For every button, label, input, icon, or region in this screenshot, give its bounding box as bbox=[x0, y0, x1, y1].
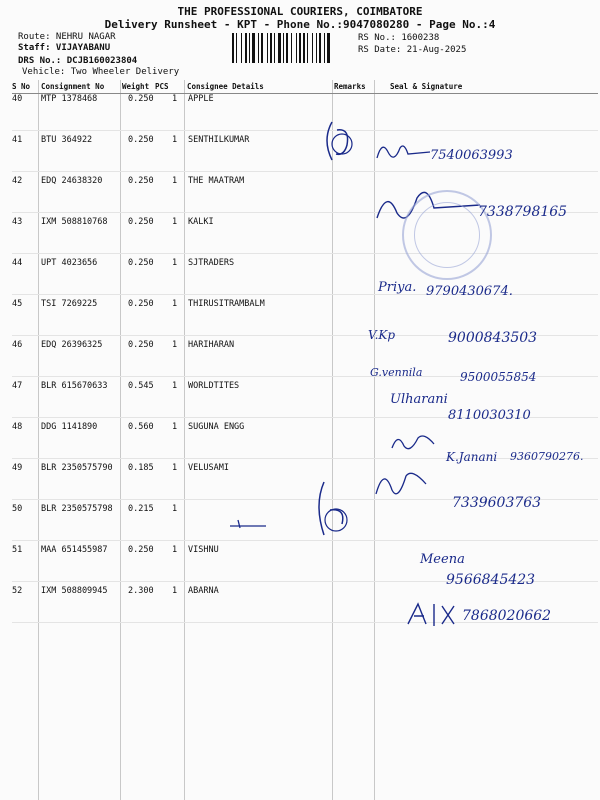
cell-sno: 52 bbox=[12, 586, 23, 596]
header-pcs: PCS bbox=[155, 82, 169, 91]
phone-47: 9500055854 bbox=[460, 370, 537, 384]
cell-consignment: EDQ 24638320 bbox=[41, 176, 103, 186]
cell-consignment: IXM 508810768 bbox=[41, 217, 108, 227]
barcode-bar bbox=[319, 33, 321, 63]
header-seal: Seal & Signature bbox=[390, 82, 463, 91]
cell-pcs: 1 bbox=[172, 135, 178, 145]
drs-number: DRS No.: DCJB160023804 bbox=[18, 56, 138, 66]
phone-52: 7868020662 bbox=[462, 608, 552, 624]
cell-weight: 0.250 bbox=[128, 94, 154, 104]
cell-weight: 0.250 bbox=[128, 217, 154, 227]
remarks-bracket-mark bbox=[312, 480, 357, 540]
cell-consignee: SENTHILKUMAR bbox=[188, 135, 250, 145]
cell-weight: 0.560 bbox=[128, 422, 154, 432]
cell-weight: 0.250 bbox=[128, 135, 154, 145]
cell-consignment: MAA 651455987 bbox=[41, 545, 108, 555]
name-51: Meena bbox=[420, 552, 465, 567]
cell-weight: 0.250 bbox=[128, 340, 154, 350]
vehicle: Vehicle: Two Wheeler Delivery bbox=[22, 67, 180, 77]
signature-41 bbox=[374, 138, 434, 168]
barcode-bar bbox=[252, 33, 255, 63]
staff: Staff: VIJAYABANU bbox=[18, 43, 111, 53]
barcode-bar bbox=[291, 33, 292, 63]
cell-consignee: APPLE bbox=[188, 94, 214, 104]
barcode-bar bbox=[283, 33, 284, 63]
cell-consignment: BLR 2350575790 bbox=[41, 463, 113, 473]
cell-consignee: VELUSAMI bbox=[188, 463, 229, 473]
cell-weight: 2.300 bbox=[128, 586, 154, 596]
barcode-bar bbox=[316, 33, 317, 63]
phone-50: 7339603763 bbox=[452, 495, 542, 511]
runsheet-subtitle: Delivery Runsheet - KPT - Phone No.:9047080280 - Page No.:4 bbox=[104, 18, 496, 31]
barcode-bar bbox=[307, 33, 308, 63]
cell-pcs: 1 bbox=[172, 299, 178, 309]
cell-pcs: 1 bbox=[172, 463, 178, 473]
cell-pcs: 1 bbox=[172, 176, 178, 186]
cell-sno: 50 bbox=[12, 504, 23, 514]
barcode-bar bbox=[312, 33, 313, 63]
phone-41: 7540063993 bbox=[430, 148, 513, 163]
cell-weight: 0.250 bbox=[128, 545, 154, 555]
cell-consignee: HARIHARAN bbox=[188, 340, 235, 350]
barcode-bar bbox=[267, 33, 268, 63]
cell-weight: 0.250 bbox=[128, 299, 154, 309]
rs-date: RS Date: 21-Aug-2025 bbox=[358, 45, 467, 55]
phone-47b: 8110030310 bbox=[448, 408, 531, 423]
name-46: V.Kp bbox=[368, 328, 396, 342]
cell-consignee: ABARNA bbox=[188, 586, 219, 596]
route: Route: NEHRU NAGAR bbox=[18, 32, 116, 42]
signature-52 bbox=[404, 600, 464, 630]
cell-sno: 49 bbox=[12, 463, 23, 473]
company-name: THE PROFESSIONAL COURIERS, COIMBATORE bbox=[177, 5, 423, 18]
remarks-bracket-mark bbox=[322, 120, 362, 170]
cell-consignment: MTP 1378468 bbox=[41, 94, 98, 104]
cell-pcs: 1 bbox=[172, 422, 178, 432]
cell-weight: 0.545 bbox=[128, 381, 154, 391]
cell-consignment: TSI 7269225 bbox=[41, 299, 98, 309]
header-remarks: Remarks bbox=[334, 82, 366, 91]
phone-48: 9360790276. bbox=[510, 450, 584, 463]
cell-pcs: 1 bbox=[172, 94, 178, 104]
cell-consignee: WORLDTITES bbox=[188, 381, 240, 391]
barcode-bar bbox=[241, 33, 242, 63]
cell-sno: 41 bbox=[12, 135, 23, 145]
table-row bbox=[12, 90, 598, 131]
phone-51: 9566845423 bbox=[446, 572, 536, 588]
cell-consignee: SUGUNA ENGG bbox=[188, 422, 245, 432]
cell-weight: 0.250 bbox=[128, 258, 154, 268]
barcode-bar bbox=[258, 33, 259, 63]
cell-pcs: 1 bbox=[172, 586, 178, 596]
name-47b: Ulharani bbox=[390, 392, 448, 407]
barcode-bar bbox=[274, 33, 275, 63]
cell-pcs: 1 bbox=[172, 545, 178, 555]
barcode-bar bbox=[249, 33, 250, 63]
name-44: Priya. bbox=[378, 280, 417, 295]
cell-consignee: VISHNU bbox=[188, 545, 219, 555]
barcode-bar bbox=[303, 33, 305, 63]
cell-pcs: 1 bbox=[172, 340, 178, 350]
barcode-bar bbox=[299, 33, 301, 63]
name-48: K.Janani bbox=[446, 450, 498, 464]
cell-consignee: SJTRADERS bbox=[188, 258, 235, 268]
barcode bbox=[232, 33, 354, 63]
cell-consignment: BLR 615670633 bbox=[41, 381, 108, 391]
cell-pcs: 1 bbox=[172, 217, 178, 227]
cell-sno: 40 bbox=[12, 94, 23, 104]
cell-consignment: UPT 4023656 bbox=[41, 258, 98, 268]
cell-consignee: THIRUSITRAMBALM bbox=[188, 299, 265, 309]
cell-sno: 44 bbox=[12, 258, 23, 268]
phone-46: 9000843503 bbox=[448, 330, 538, 346]
rs-number: RS No.: 1600238 bbox=[358, 33, 440, 43]
cell-consignment: IXM 508809945 bbox=[41, 586, 108, 596]
barcode-bar bbox=[236, 33, 237, 63]
cell-consignment: EDQ 26396325 bbox=[41, 340, 103, 350]
cell-sno: 47 bbox=[12, 381, 23, 391]
cell-sno: 51 bbox=[12, 545, 23, 555]
name-47: G.vennila bbox=[370, 366, 423, 379]
header-consignment: Consignment No bbox=[41, 82, 105, 91]
barcode-bar bbox=[327, 33, 330, 63]
dash-mark bbox=[228, 518, 268, 532]
barcode-bar bbox=[245, 33, 247, 63]
cell-pcs: 1 bbox=[172, 381, 178, 391]
cell-sno: 46 bbox=[12, 340, 23, 350]
barcode-bar bbox=[232, 33, 234, 63]
signature-48 bbox=[388, 430, 438, 456]
signature-50 bbox=[372, 464, 432, 504]
cell-consignee: KALKI bbox=[188, 217, 214, 227]
header-consignee: Consignee Details bbox=[187, 82, 264, 91]
table-row bbox=[12, 459, 598, 500]
barcode-bar bbox=[278, 33, 281, 63]
cell-weight: 0.185 bbox=[128, 463, 154, 473]
cell-sno: 45 bbox=[12, 299, 23, 309]
barcode-bar bbox=[261, 33, 263, 63]
phone-44: 9790430674. bbox=[426, 284, 513, 299]
barcode-bar bbox=[296, 33, 297, 63]
header-sno: S No bbox=[12, 82, 31, 91]
header-weight: Weight bbox=[122, 82, 150, 91]
barcode-bar bbox=[324, 33, 325, 63]
cell-pcs: 1 bbox=[172, 258, 178, 268]
barcode-bar bbox=[270, 33, 272, 63]
barcode-bar bbox=[286, 33, 288, 63]
cell-pcs: 1 bbox=[172, 504, 178, 514]
cell-consignee: THE MAATRAM bbox=[188, 176, 245, 186]
cell-consignment: BLR 2350575798 bbox=[41, 504, 113, 514]
cell-sno: 42 bbox=[12, 176, 23, 186]
cell-sno: 43 bbox=[12, 217, 23, 227]
cell-consignment: BTU 364922 bbox=[41, 135, 93, 145]
cell-sno: 48 bbox=[12, 422, 23, 432]
cell-weight: 0.215 bbox=[128, 504, 154, 514]
runsheet-table bbox=[12, 80, 598, 800]
phone-43: 7338798165 bbox=[478, 204, 568, 220]
cell-weight: 0.250 bbox=[128, 176, 154, 186]
cell-consignment: DDG 1141890 bbox=[41, 422, 98, 432]
